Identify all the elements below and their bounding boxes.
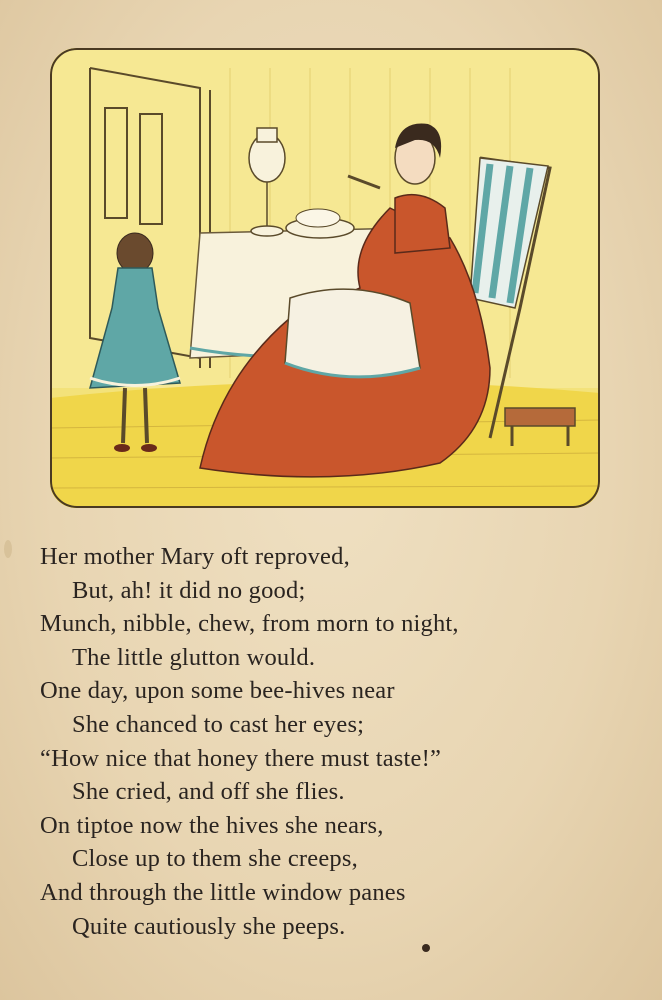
poem-line: Her mother Mary oft reproved, <box>40 543 350 570</box>
mother-reproving-child-icon <box>50 48 600 508</box>
poem-line: The little glutton would. <box>72 643 316 671</box>
poem-line: “How nice that honey there must taste!” <box>40 744 442 772</box>
poem-line: Quite cautiously she peeps. <box>72 912 346 940</box>
poem-line: Close up to them she creeps, <box>72 845 358 873</box>
poem-line: She chanced to cast her eyes; <box>72 710 365 738</box>
poem-line: She cried, and off she flies. <box>72 778 345 806</box>
poem-line: And through the little window panes <box>40 878 406 906</box>
illustration <box>50 48 600 508</box>
poem-line: Munch, nibble, chew, from morn to night, <box>40 610 459 638</box>
poem-line: One day, upon some bee-hives near <box>40 677 395 705</box>
ink-spot <box>422 944 430 952</box>
poem <box>40 540 630 943</box>
paper-stain <box>4 540 12 558</box>
poem-line: But, ah! it did no good; <box>72 576 306 604</box>
poem-line: On tiptoe now the hives she nears, <box>40 811 384 839</box>
